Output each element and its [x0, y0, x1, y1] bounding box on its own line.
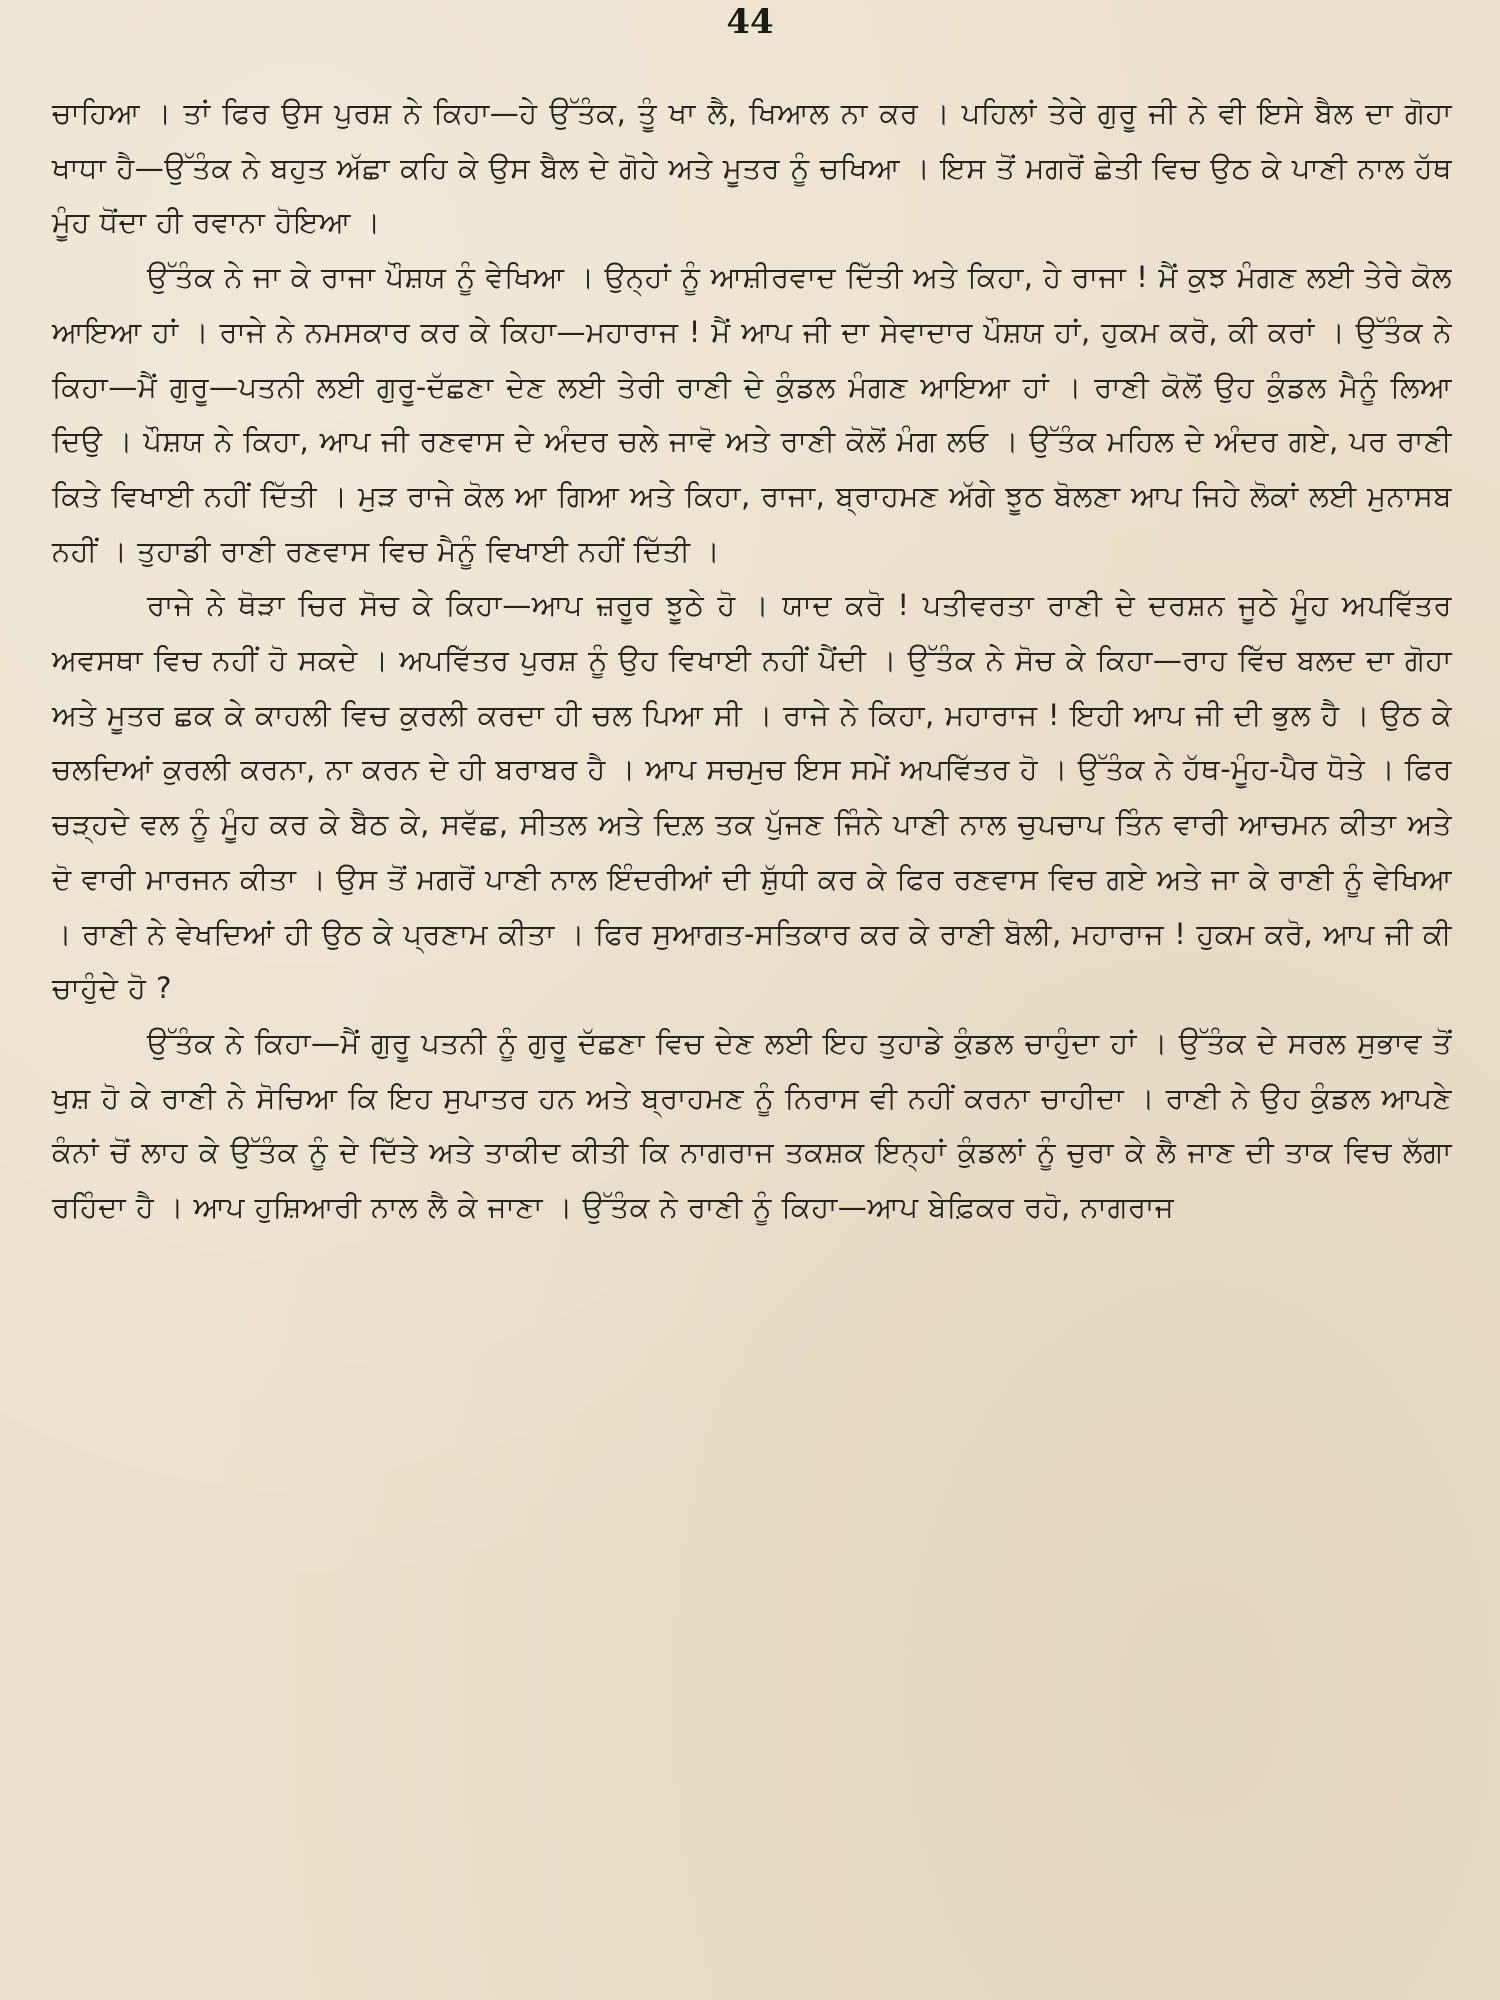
page-text: [52, 86, 1452, 1235]
paragraph: ਉੱਤੰਕ ਨੇ ਕਿਹਾ—ਮੈਂ ਗੁਰੂ ਪਤਨੀ ਨੂੰ ਗੁਰੂ ਦੱਛਣਾ ਵਿਚ ਦੇਣ ਲਈ ਇਹ ਤੁਹਾਡੇ ਕੁੰਡਲ ਚਾਹੁੰਦਾ ਹਾਂ । ਉੱਤੰਕ ਦੇ ਸਰਲ ਸੁਭਾਵ ਤੋਂ ਖੁਸ਼ ਹੋ ਕੇ ਰਾਣੀ ਨੇ ਸੋਚਿਆ ਕਿ ਇਹ ਸੁਪਾਤਰ ਹਨ ਅਤੇ ਬ੍ਰਾਹਮਣ ਨੂੰ ਨਿਰਾਸ ਵੀ ਨਹੀਂ ਕਰਨਾ ਚਾਹੀਦਾ । ਰਾਣੀ ਨੇ ਉਹ ਕੁੰਡਲ ਆਪਣੇ ਕੰਨਾਂ ਚੋਂ ਲਾਹ ਕੇ ਉੱਤੰਕ ਨੂੰ ਦੇ ਦਿੱਤੇ ਅਤੇ ਤਾਕੀਦ ਕੀਤੀ ਕਿ ਨਾਗਰਾਜ ਤਕਸ਼ਕ ਇਨ੍ਹਾਂ ਕੁੰਡਲਾਂ ਨੂੰ ਚੁਰਾ ਕੇ ਲੈ ਜਾਣ ਦੀ ਤਾਕ ਵਿਚ ਲੱਗਾ ਰਹਿੰਦਾ ਹੈ । ਆਪ ਹੁਸ਼ਿਆਰੀ ਨਾਲ ਲੈ ਕੇ ਜਾਣਾ । ਉੱਤੰਕ ਨੇ ਰਾਣੀ ਨੂੰ ਕਿਹਾ—ਆਪ ਬੇਫ਼ਿਕਰ ਰਹੋ, ਨਾਗਰਾਜ: [52, 1025, 1452, 1225]
paragraph: ਚਾਹਿਆ । ਤਾਂ ਫਿਰ ਉਸ ਪੁਰਸ਼ ਨੇ ਕਿਹਾ—ਹੇ ਉੱਤੰਕ, ਤੂੰ ਖਾ ਲੈ, ਖਿਆਲ ਨਾ ਕਰ । ਪਹਿਲਾਂ ਤੇਰੇ ਗੁਰੂ ਜੀ ਨੇ ਵੀ ਇਸੇ ਬੈਲ ਦਾ ਗੋਹਾ ਖਾਧਾ ਹੈ—ਉੱਤੰਕ ਨੇ ਬਹੁਤ ਅੱਛਾ ਕਹਿ ਕੇ ਉਸ ਬੈਲ ਦੇ ਗੋਹੇ ਅਤੇ ਮੂਤਰ ਨੂੰ ਚਖਿਆ । ਇਸ ਤੋਂ ਮਗਰੋਂ ਛੇਤੀ ਵਿਚ ਉਠ ਕੇ ਪਾਣੀ ਨਾਲ ਹੱਥ ਮੂੰਹ ਧੋਂਦਾ ਹੀ ਰਵਾਨਾ ਹੋਇਆ ।: [52, 96, 1452, 240]
paragraph: ਉੱਤੰਕ ਨੇ ਜਾ ਕੇ ਰਾਜਾ ਪੌਸ਼ਯ ਨੂੰ ਵੇਖਿਆ । ਉਨ੍ਹਾਂ ਨੂੰ ਆਸ਼ੀਰਵਾਦ ਦਿੱਤੀ ਅਤੇ ਕਿਹਾ, ਹੇ ਰਾਜਾ ! ਮੈਂ ਕੁਝ ਮੰਗਣ ਲਈ ਤੇਰੇ ਕੋਲ ਆਇਆ ਹਾਂ । ਰਾਜੇ ਨੇ ਨਮਸਕਾਰ ਕਰ ਕੇ ਕਿਹਾ—ਮਹਾਰਾਜ ! ਮੈਂ ਆਪ ਜੀ ਦਾ ਸੇਵਾਦਾਰ ਪੌਸ਼ਯ ਹਾਂ, ਹੁਕਮ ਕਰੋ, ਕੀ ਕਰਾਂ । ਉੱਤੰਕ ਨੇ ਕਿਹਾ—ਮੈਂ ਗੁਰੂ—ਪਤਨੀ ਲਈ ਗੁਰੂ-ਦੱਛਣਾ ਦੇਣ ਲਈ ਤੇਰੀ ਰਾਣੀ ਦੇ ਕੁੰਡਲ ਮੰਗਣ ਆਇਆ ਹਾਂ । ਰਾਣੀ ਕੋਲੋਂ ਉਹ ਕੁੰਡਲ ਮੈਨੂੰ ਲਿਆ ਦਿਉ । ਪੌਸ਼ਯ ਨੇ ਕਿਹਾ, ਆਪ ਜੀ ਰਣਵਾਸ ਦੇ ਅੰਦਰ ਚਲੇ ਜਾਵੋ ਅਤੇ ਰਾਣੀ ਕੋਲੋਂ ਮੰਗ ਲਓ । ਉੱਤੰਕ ਮਹਿਲ ਦੇ ਅੰਦਰ ਗਏ, ਪਰ ਰਾਣੀ ਕਿਤੇ ਵਿਖਾਈ ਨਹੀਂ ਦਿੱਤੀ । ਮੁੜ ਰਾਜੇ ਕੋਲ ਆ ਗਿਆ ਅਤੇ ਕਿਹਾ, ਰਾਜਾ, ਬ੍ਰਾਹਮਣ ਅੱਗੇ ਝੂਠ ਬੋਲਣਾ ਆਪ ਜਿਹੇ ਲੋਕਾਂ ਲਈ ਮੁਨਾਸਬ ਨਹੀਂ । ਤੁਹਾਡੀ ਰਾਣੀ ਰਣਵਾਸ ਵਿਚ ਮੈਨੂੰ ਵਿਖਾਈ ਨਹੀਂ ਦਿੱਤੀ ।: [52, 260, 1452, 568]
paragraph: ਰਾਜੇ ਨੇ ਥੋੜਾ ਚਿਰ ਸੋਚ ਕੇ ਕਿਹਾ—ਆਪ ਜ਼ਰੂਰ ਝੂਠੇ ਹੋ । ਯਾਦ ਕਰੋ ! ਪਤੀਵਰਤਾ ਰਾਣੀ ਦੇ ਦਰਸ਼ਨ ਜੂਠੇ ਮੂੰਹ ਅਪਵਿੱਤਰ ਅਵਸਥਾ ਵਿਚ ਨਹੀਂ ਹੋ ਸਕਦੇ । ਅਪਵਿੱਤਰ ਪੁਰਸ਼ ਨੂੰ ਉਹ ਵਿਖਾਈ ਨਹੀਂ ਪੈਂਦੀ । ਉੱਤੰਕ ਨੇ ਸੋਚ ਕੇ ਕਿਹਾ—ਰਾਹ ਵਿੱਚ ਬਲਦ ਦਾ ਗੋਹਾ ਅਤੇ ਮੂਤਰ ਛਕ ਕੇ ਕਾਹਲੀ ਵਿਚ ਕੁਰਲੀ ਕਰਦਾ ਹੀ ਚਲ ਪਿਆ ਸੀ । ਰਾਜੇ ਨੇ ਕਿਹਾ, ਮਹਾਰਾਜ ! ਇਹੀ ਆਪ ਜੀ ਦੀ ਭੁਲ ਹੈ । ਉਠ ਕੇ ਚਲਦਿਆਂ ਕੁਰਲੀ ਕਰਨਾ, ਨਾ ਕਰਨ ਦੇ ਹੀ ਬਰਾਬਰ ਹੈ । ਆਪ ਸਚਮੁਚ ਇਸ ਸਮੇਂ ਅਪਵਿੱਤਰ ਹੋ । ਉੱਤੰਕ ਨੇ ਹੱਥ-ਮੂੰਹ-ਪੈਰ ਧੋਤੇ । ਫਿਰ ਚੜ੍ਹਦੇ ਵਲ ਨੂੰ ਮੂੰਹ ਕਰ ਕੇ ਬੈਠ ਕੇ, ਸਵੱਛ, ਸੀਤਲ ਅਤੇ ਦਿਲ਼ ਤਕ ਪੁੱਜਣ ਜਿੰਨੇ ਪਾਣੀ ਨਾਲ ਚੁਪਚਾਪ ਤਿੰਨ ਵਾਰੀ ਆਚਮਨ ਕੀਤਾ ਅਤੇ ਦੋ ਵਾਰੀ ਮਾਰਜਨ ਕੀਤਾ । ਉਸ ਤੋਂ ਮਗਰੋਂ ਪਾਣੀ ਨਾਲ ਇੰਦਰੀਆਂ ਦੀ ਸ਼ੁੱਧੀ ਕਰ ਕੇ ਫਿਰ ਰਣਵਾਸ ਵਿਚ ਗਏ ਅਤੇ ਜਾ ਕੇ ਰਾਣੀ ਨੂੰ ਵੇਖਿਆ । ਰਾਣੀ ਨੇ ਵੇਖਦਿਆਂ ਹੀ ਉਠ ਕੇ ਪ੍ਰਣਾਮ ਕੀਤਾ । ਫਿਰ ਸੁਆਗਤ-ਸਤਿਕਾਰ ਕਰ ਕੇ ਰਾਣੀ ਬੋਲੀ, ਮਹਾਰਾਜ ! ਹੁਕਮ ਕਰੋ, ਆਪ ਜੀ ਕੀ ਚਾਹੁੰਦੇ ਹੋ ?: [52, 588, 1452, 1006]
page-number: 44: [726, 2, 774, 42]
